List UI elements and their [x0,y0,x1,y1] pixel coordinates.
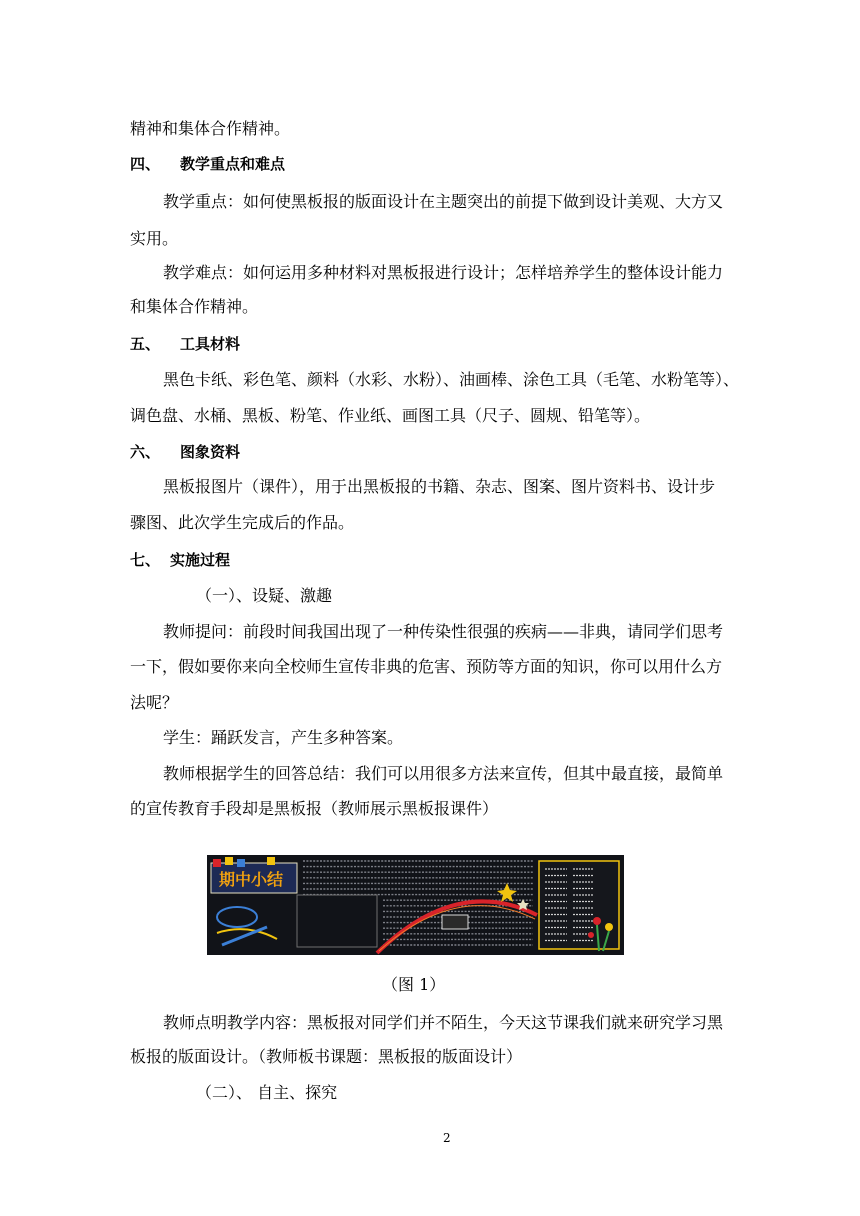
body-line: 教师根据学生的回答总结：我们可以用很多方法来宣传，但其中最直接，最简单 [163,764,724,783]
body-line: 学生：踊跃发言，产生多种答案。 [163,728,404,747]
section-heading-6 [130,442,240,462]
body-line: 实用。 [130,229,179,248]
body-line: 法呢？ [130,693,179,712]
body-line: 板报的版面设计。（教师板书课题：黑板报的版面设计） [130,1047,523,1066]
body-line: 教学难点：如何运用多种材料对黑板报进行设计；怎样培养学生的整体设计能力 [163,263,724,282]
flower-icon [605,923,613,931]
body-line: 黑板报图片（课件），用于出黑板报的书籍、杂志、图案、图片资料书、设计步 [163,477,716,496]
body-line: 和集体合作精神。 [130,297,259,316]
section-heading-7 [130,550,230,570]
section-title: 教学重点和难点 [180,155,286,173]
section-number: 四、 [130,155,161,173]
section-number: 七、 [130,551,161,569]
section-title: 工具材料 [180,335,241,353]
body-line: 教师点明教学内容：黑板报对同学们并不陌生，今天这节课我们就来研究学习黑 [163,1013,724,1032]
body-line: 教学重点：如何使黑板报的版面设计在主题突出的前提下做到设计美观、大方又 [163,192,724,211]
subsection-heading: （一）、设疑、激趣 [196,586,333,605]
section-number: 五、 [130,335,161,353]
section-number: 六、 [130,443,161,461]
body-line: 教师提问：前段时间我国出现了一种传染性很强的疾病——非典，请同学们思考 [163,622,724,641]
flower-icon [588,932,594,938]
body-line: 的宣传教育手段却是黑板报（教师展示黑板报课件） [130,799,499,818]
board-title: 期中小结 [218,870,284,889]
blackboard-newspaper-image [207,855,624,955]
page-number: 2 [443,1131,451,1145]
figure-caption: （图 1） [382,975,446,994]
body-line: 精神和集体合作精神。 [130,119,291,138]
body-line: 黑色卡纸、彩色笔、颜料（水彩、水粉）、油画棒、涂色工具（毛笔、水粉笔等）、 [163,370,740,389]
body-line: 骤图、此次学生完成后的作品。 [130,513,355,532]
section-title: 图象资料 [180,443,241,461]
flower-icon [593,917,601,925]
section-heading-4 [130,154,285,174]
section-title: 实施过程 [170,551,231,569]
body-line: 一下，假如要你来向全校师生宣传非典的危害、预防等方面的知识，你可以用什么方 [130,657,723,676]
subsection-heading: （二）、 自主、探究 [196,1083,338,1102]
center-badge [442,915,468,929]
section-heading-5 [130,334,240,354]
body-line: 调色盘、水桶、黑板、粉笔、作业纸、画图工具（尺子、圆规、铅笔等）。 [130,406,651,425]
